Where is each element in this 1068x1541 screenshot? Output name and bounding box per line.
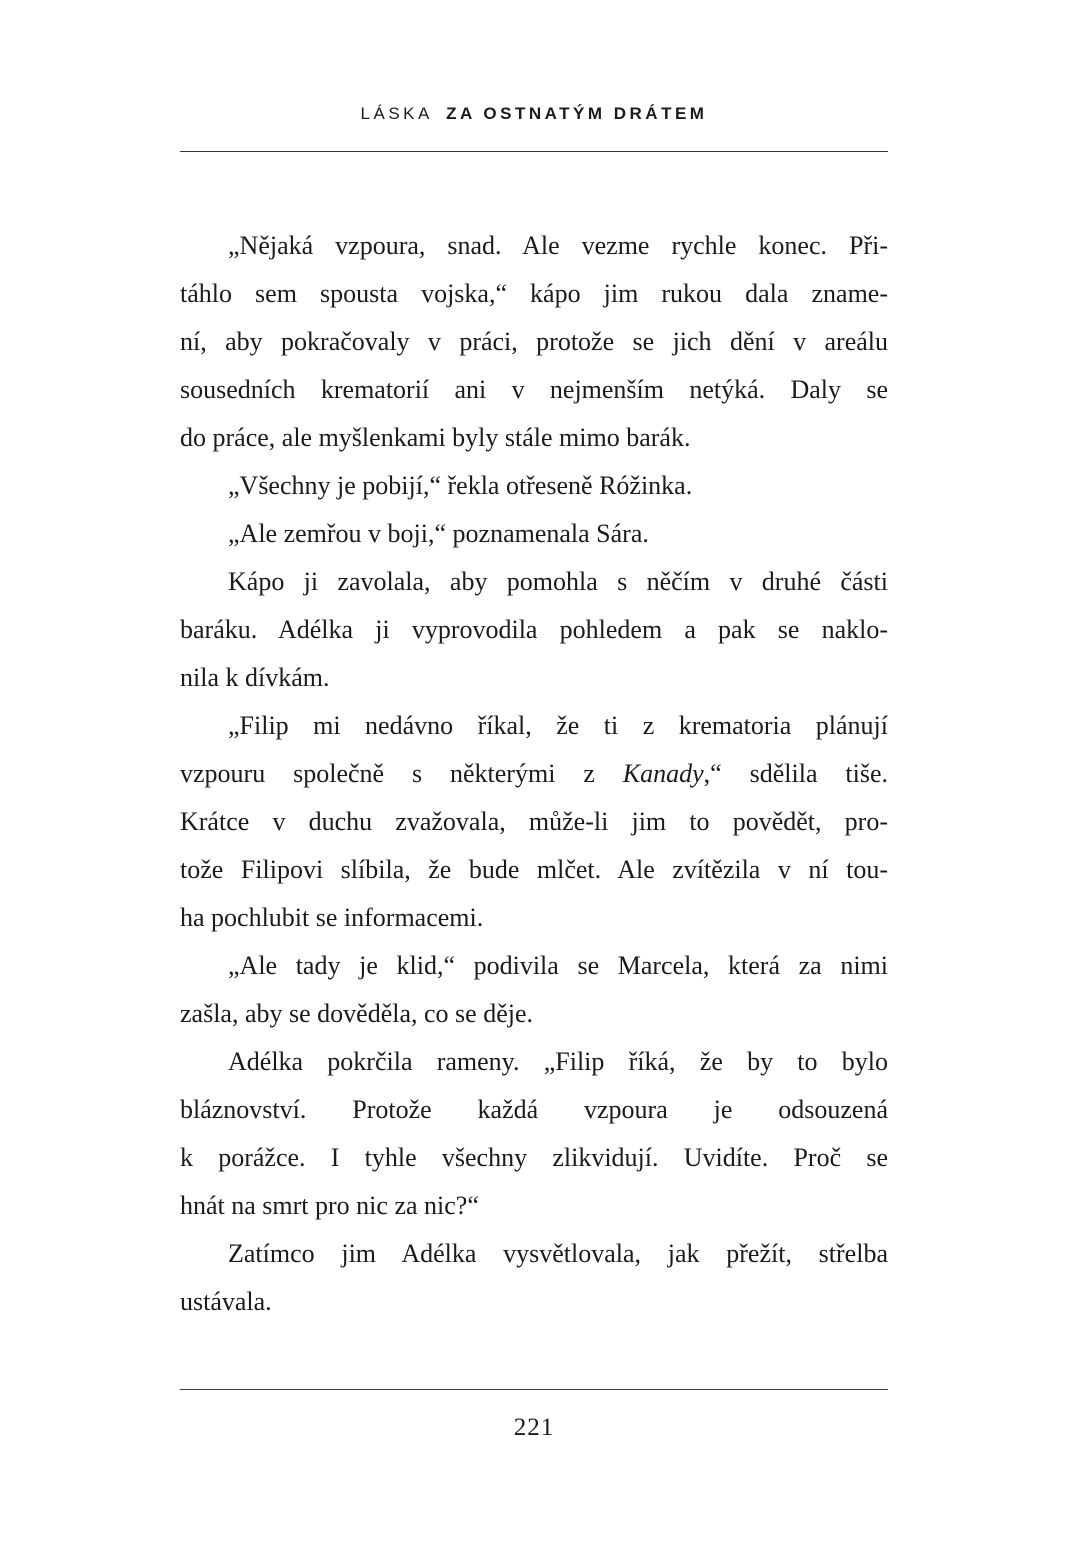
text-line	[180, 270, 888, 318]
text-line	[180, 558, 888, 606]
footer-rule	[180, 1389, 888, 1390]
text-line	[180, 414, 888, 462]
text-line	[180, 318, 888, 366]
text-run: „Všechny je pobijí,“ řekla otřeseně Róžinka.	[228, 471, 693, 500]
text-run: nila k dívkám.	[180, 663, 330, 692]
text-line	[180, 654, 888, 702]
text-run: Adélka pokrčila rameny. „Filip říká, že by to bylo	[228, 1047, 888, 1076]
text-run: k porážce. I tyhle všechny zlikvidují. Uvidíte. Proč se	[180, 1143, 888, 1172]
text-run: hnát na smrt pro nic za nic?“	[180, 1191, 479, 1220]
header-rule	[180, 151, 888, 152]
text-run: táhlo sem spousta vojska,“ kápo jim rukou dala zname-	[180, 279, 888, 308]
text-line	[180, 1038, 888, 1086]
text-run: vzpouru společně s některými z	[180, 759, 623, 788]
text-run: sousedních krematorií ani v nejmenším netýká. Daly se	[180, 375, 888, 404]
text-line	[180, 1134, 888, 1182]
text-run: ,“ sdělila tiše.	[703, 759, 889, 788]
text-line	[180, 798, 888, 846]
text-run: Kápo ji zavolala, aby pomohla s něčím v druhé části	[228, 567, 888, 596]
text-line	[180, 1086, 888, 1134]
text-run: „Ale zemřou v boji,“ poznamenala Sára.	[228, 519, 649, 548]
text-line	[180, 1182, 888, 1230]
text-line	[180, 894, 888, 942]
running-head	[0, 104, 1068, 124]
text-run: ha pochlubit se informacemi.	[180, 903, 484, 932]
text-run: do práce, ale myšlenkami byly stále mimo barák.	[180, 423, 691, 452]
running-head-title-bold: ZA OSTNATÝM DRÁTEM	[446, 104, 708, 123]
text-run: „Ale tady je klid,“ podivila se Marcela, která za nimi	[228, 951, 888, 980]
text-run: „Nějaká vzpoura, snad. Ale vezme rychle konec. Při-	[228, 231, 888, 260]
running-head-title-regular: LÁSKA	[360, 104, 432, 123]
text-line	[180, 510, 888, 558]
text-line	[180, 606, 888, 654]
text-run: ní, aby pokračovaly v práci, protože se jich dění v areálu	[180, 327, 888, 356]
text-run: zašla, aby se dověděla, co se děje.	[180, 999, 534, 1028]
text-line	[180, 846, 888, 894]
text-line	[180, 1230, 888, 1278]
text-run: Krátce v duchu zvažovala, může-li jim to povědět, pro-	[180, 807, 888, 836]
body-text	[180, 222, 888, 1326]
text-line	[180, 222, 888, 270]
page-number: 221	[513, 1414, 555, 1441]
text-line	[180, 462, 888, 510]
text-line	[180, 702, 888, 750]
text-run: Zatímco jim Adélka vysvětlovala, jak přežít, střelba	[228, 1239, 888, 1268]
emphasized-text: Kanady	[622, 759, 704, 788]
text-run: baráku. Adélka ji vyprovodila pohledem a pak se naklo-	[180, 615, 888, 644]
text-line	[180, 366, 888, 414]
text-line	[180, 942, 888, 990]
text-line	[180, 990, 888, 1038]
text-run: tože Filipovi slíbila, že bude mlčet. Ale zvítězila v ní tou-	[180, 855, 888, 884]
text-run: ustávala.	[180, 1287, 272, 1316]
text-run: „Filip mi nedávno říkal, že ti z krematoria plánují	[228, 711, 888, 740]
text-run: bláznovství. Protože každá vzpoura je odsouzená	[180, 1095, 888, 1124]
text-line	[180, 750, 888, 798]
text-line	[180, 1278, 888, 1326]
